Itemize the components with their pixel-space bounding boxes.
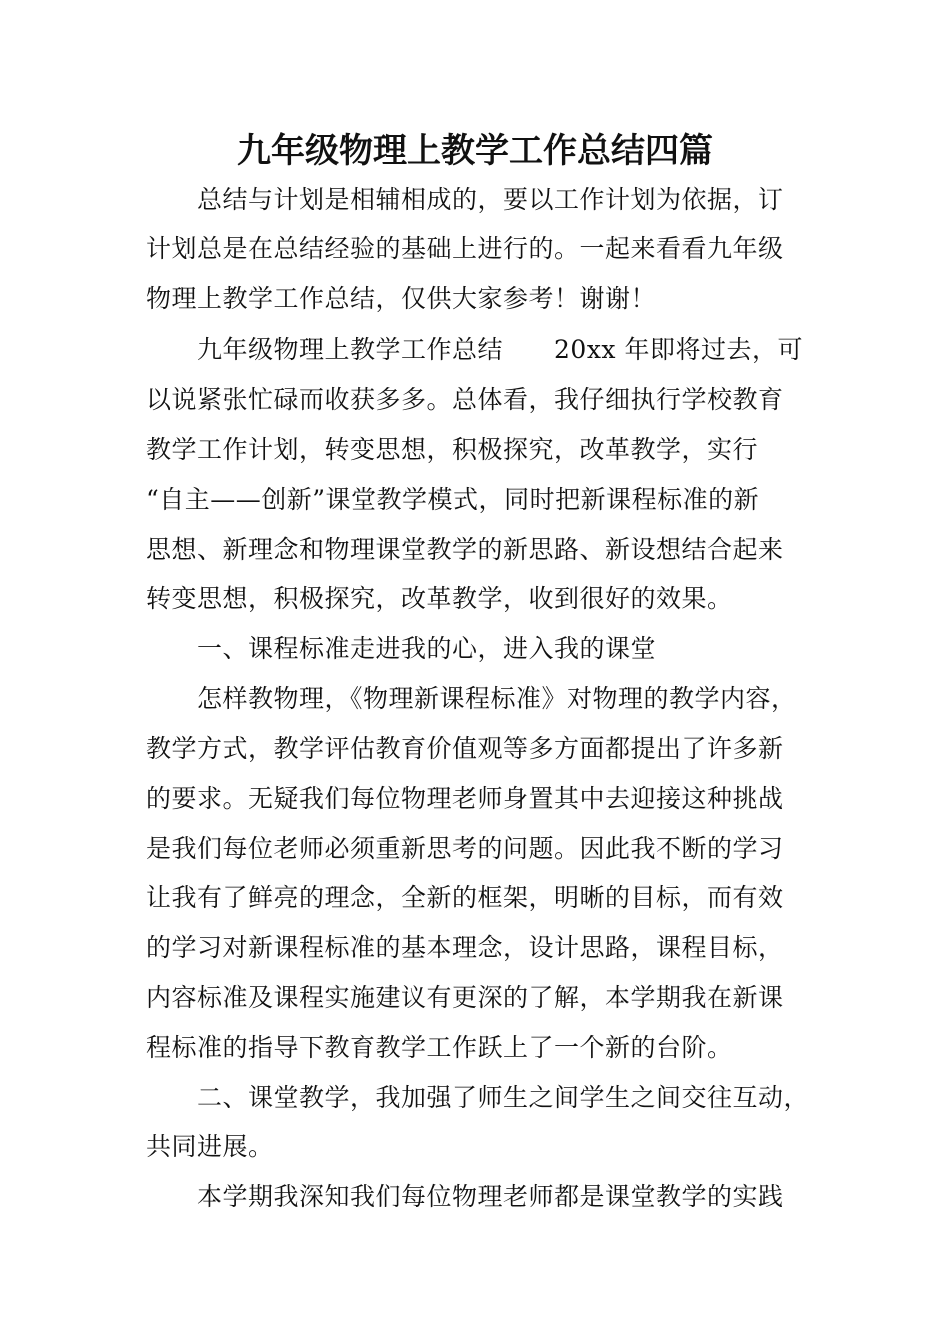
section-heading: 二、课堂教学，我加强了师生之间学生之间交往互动， [197, 1083, 810, 1112]
paragraph-line: 九年级物理上教学工作总结 20xx 年即将过去，可 [197, 335, 803, 364]
paragraph-line: 让我有了鲜亮的理念，全新的框架，明晰的目标，而有效 [146, 883, 784, 912]
paragraph-line: 思想、新理念和物理课堂教学的新思路、新设想结合起来 [146, 535, 784, 564]
paragraph-line: 物理上教学工作总结，仅供大家参考！谢谢！ [146, 284, 657, 313]
paragraph-line: 教学方式，教学评估教育价值观等多方面都提出了许多新 [146, 734, 784, 763]
paragraph-line: 以说紧张忙碌而收获多多。总体看，我仔细执行学校教育 [146, 385, 784, 414]
paragraph-line: 总结与计划是相辅相成的，要以工作计划为依据，订 [197, 185, 784, 214]
paragraph-line: “自主——创新”课堂教学模式，同时把新课程标准的新 [146, 485, 760, 514]
paragraph-line: 的学习对新课程标准的基本理念，设计思路，课程目标， [146, 933, 784, 962]
paragraph-line: 转变思想，积极探究，改革教学，收到很好的效果。 [146, 584, 733, 613]
document-title: 九年级物理上教学工作总结四篇 [237, 131, 713, 171]
paragraph-line: 计划总是在总结经验的基础上进行的。一起来看看九年级 [146, 234, 784, 263]
paragraph-line: 内容标准及课程实施建议有更深的了解，本学期我在新课 [146, 983, 784, 1012]
section-heading: 一、课程标准走进我的心，进入我的课堂 [197, 634, 657, 663]
paragraph-line: 共同进展。 [146, 1132, 274, 1161]
paragraph-line: 的要求。无疑我们每位物理老师身置其中去迎接这种挑战 [146, 784, 784, 813]
paragraph-line: 程标准的指导下教育教学工作跃上了一个新的台阶。 [146, 1033, 733, 1062]
paragraph-line: 是我们每位老师必须重新思考的问题。因此我不断的学习 [146, 834, 784, 863]
paragraph-line: 教学工作计划，转变思想，积极探究，改革教学，实行 [146, 435, 759, 464]
paragraph-line: 本学期我深知我们每位物理老师都是课堂教学的实践 [197, 1182, 784, 1211]
paragraph-line: 怎样教物理，《物理新课程标准》对物理的教学内容， [197, 684, 797, 713]
